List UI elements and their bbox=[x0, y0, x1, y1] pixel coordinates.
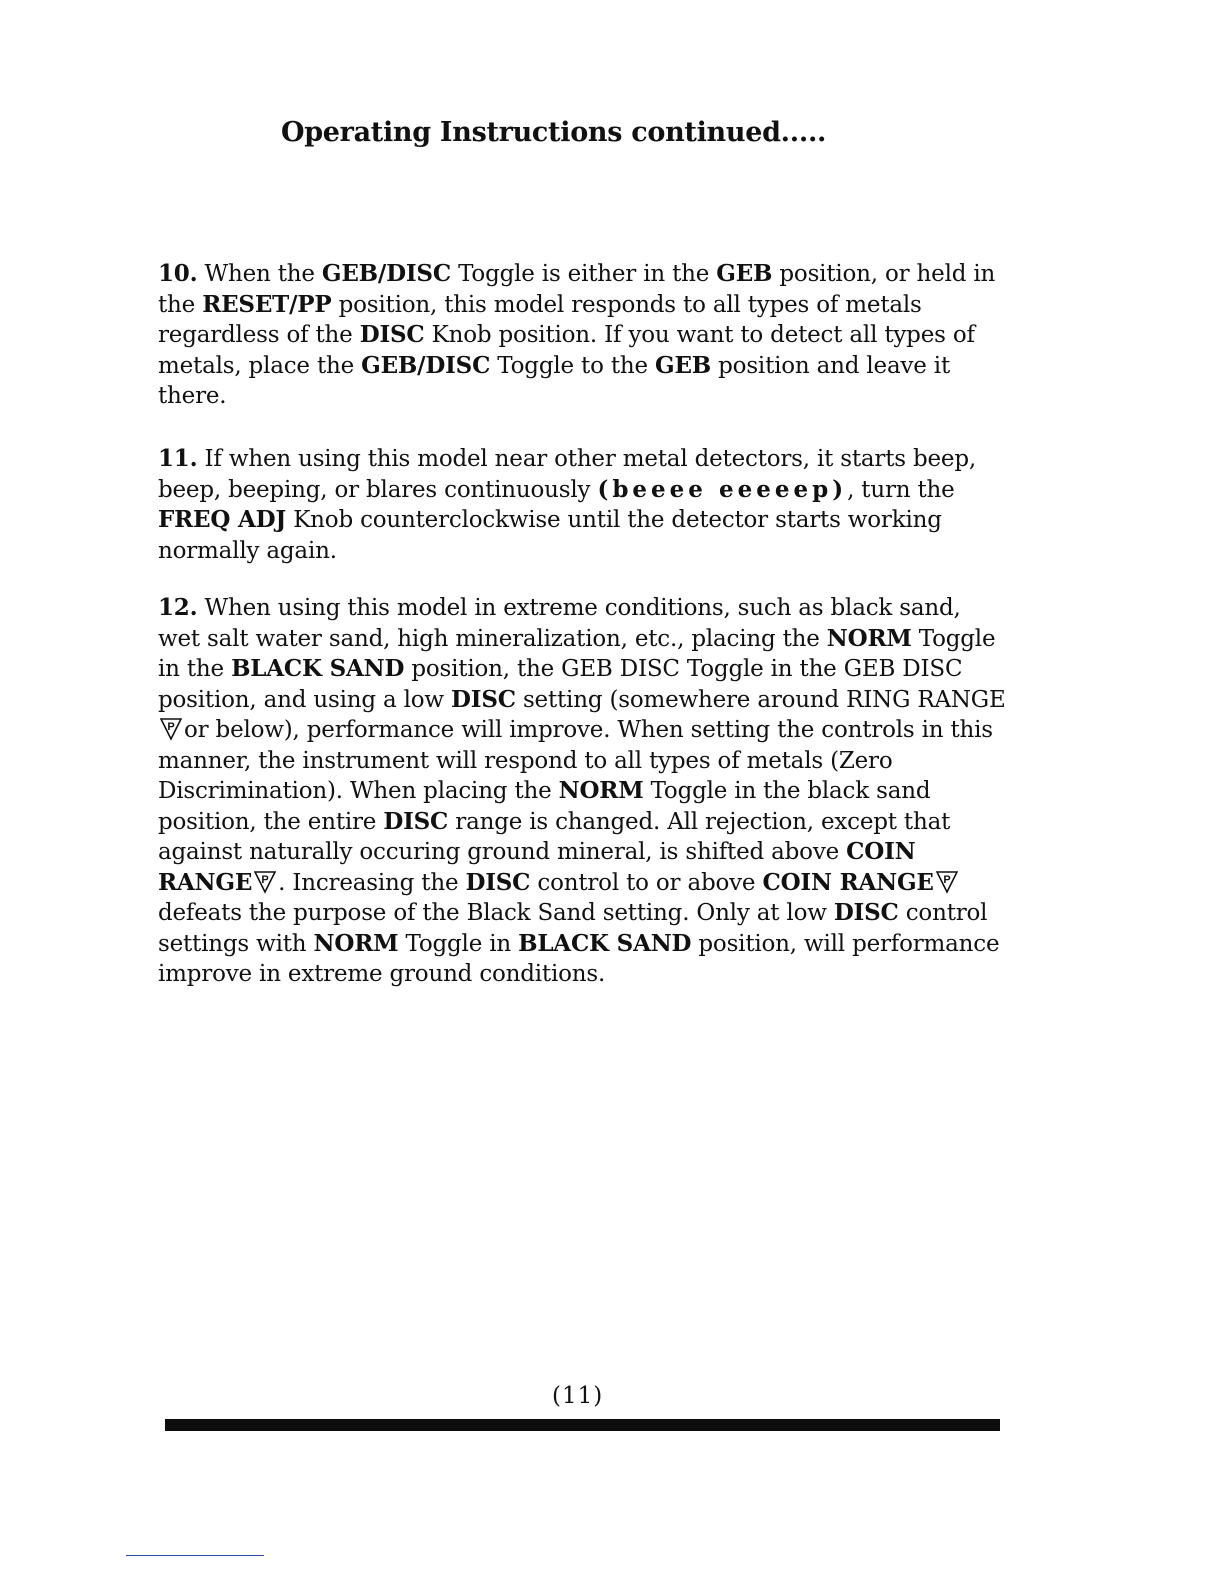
control-name: NORM bbox=[313, 929, 399, 957]
control-name: BLACK SAND bbox=[231, 655, 405, 682]
paragraph-text: Toggle in bbox=[398, 930, 519, 957]
control-name: DISC bbox=[833, 899, 899, 926]
control-name: COIN RANGE bbox=[158, 838, 916, 896]
paragraph-text: control to or above bbox=[530, 869, 763, 896]
control-name: GEB/DISC bbox=[361, 351, 491, 379]
coin-range-p-symbol-icon bbox=[254, 870, 276, 894]
control-name: FREQ ADJ bbox=[158, 506, 287, 533]
paragraph-text: Knob counterclockwise until the detector starts working normally again. bbox=[158, 507, 942, 564]
paragraph-text: Toggle is either in the bbox=[450, 261, 717, 287]
control-name: NORM bbox=[558, 777, 644, 804]
instruction-paragraph-12 bbox=[158, 593, 1008, 990]
control-name: GEB bbox=[716, 260, 773, 287]
paragraph-text: or below), performance will improve. When setting the controls in this manner, the instrument will respond to all types of metals (Zero Discrimination). When placing the bbox=[158, 717, 993, 804]
paragraph-text: Toggle in the bbox=[158, 625, 996, 682]
control-name: DISC bbox=[451, 685, 516, 713]
control-name: BLACK SAND bbox=[518, 929, 692, 957]
paragraph-text: control settings with bbox=[158, 900, 988, 957]
paragraph-text: position, the GEB DISC Toggle in the GEB DISC position, and using a low bbox=[158, 656, 963, 713]
range-symbol-letter: P bbox=[943, 873, 951, 886]
range-symbol-letter: P bbox=[261, 873, 269, 886]
page-title: Operating Instructions continued..... bbox=[281, 117, 827, 148]
paragraph-text: range is changed. All rejection, except that against naturally occuring ground mineral, is shifted above bbox=[158, 808, 951, 865]
paragraph-text: Toggle in the black sand position, the entire bbox=[158, 778, 931, 835]
paragraph-text: . Increasing the bbox=[278, 869, 466, 896]
instruction-paragraph-11 bbox=[158, 444, 1008, 566]
bottom-rule bbox=[165, 1419, 1000, 1431]
paragraph-number: 11. bbox=[158, 445, 198, 472]
control-name: GEB bbox=[655, 351, 712, 379]
range-symbol-letter: P bbox=[167, 721, 175, 733]
beep-sound-text: (beeee eeeeep) bbox=[597, 475, 848, 503]
paragraph-text: position, will performance improve in extreme ground conditions. bbox=[158, 930, 1000, 987]
paragraph-text: position, or held in the bbox=[158, 261, 996, 318]
paragraph-text: position, this model responds to all types of metals regardless of the bbox=[158, 291, 922, 348]
paragraph-text: Knob position. If you want to detect all types of metals, place the bbox=[158, 322, 975, 379]
paragraph-text: setting (somewhere around RING RANGE bbox=[515, 686, 1006, 713]
control-name: RESET/PP bbox=[202, 290, 332, 318]
instruction-paragraph-10 bbox=[158, 259, 1008, 412]
scan-mark-line bbox=[126, 1555, 264, 1556]
control-name: DISC bbox=[465, 868, 531, 896]
control-name: DISC bbox=[383, 807, 449, 835]
control-name: COIN RANGE bbox=[762, 868, 934, 896]
control-name: NORM bbox=[826, 624, 912, 652]
paragraph-text: defeats the purpose of the Black Sand setting. Only at low bbox=[158, 900, 834, 926]
paragraph-text: Toggle to the bbox=[490, 352, 656, 379]
control-name: DISC bbox=[359, 321, 425, 348]
control-name: GEB/DISC bbox=[321, 260, 451, 287]
paragraph-text: position and leave it there. bbox=[158, 352, 950, 409]
ring-range-p-symbol-icon bbox=[160, 717, 182, 741]
paragraph-text: When the bbox=[197, 261, 322, 287]
page-number: (11) bbox=[552, 1383, 604, 1409]
paragraph-number: 12. bbox=[158, 594, 198, 621]
paragraph-number: 10. bbox=[158, 260, 198, 287]
paragraph-text: When using this model in extreme conditions, such as black sand, wet salt water sand, high mineralization, etc., placing the bbox=[158, 595, 961, 652]
paragraph-text: , turn the bbox=[847, 476, 955, 503]
coin-range-p-symbol-icon bbox=[936, 870, 958, 894]
paragraph-text: If when using this model near other metal detectors, it starts beep, beep, beeping, or blares continuously bbox=[158, 446, 976, 503]
